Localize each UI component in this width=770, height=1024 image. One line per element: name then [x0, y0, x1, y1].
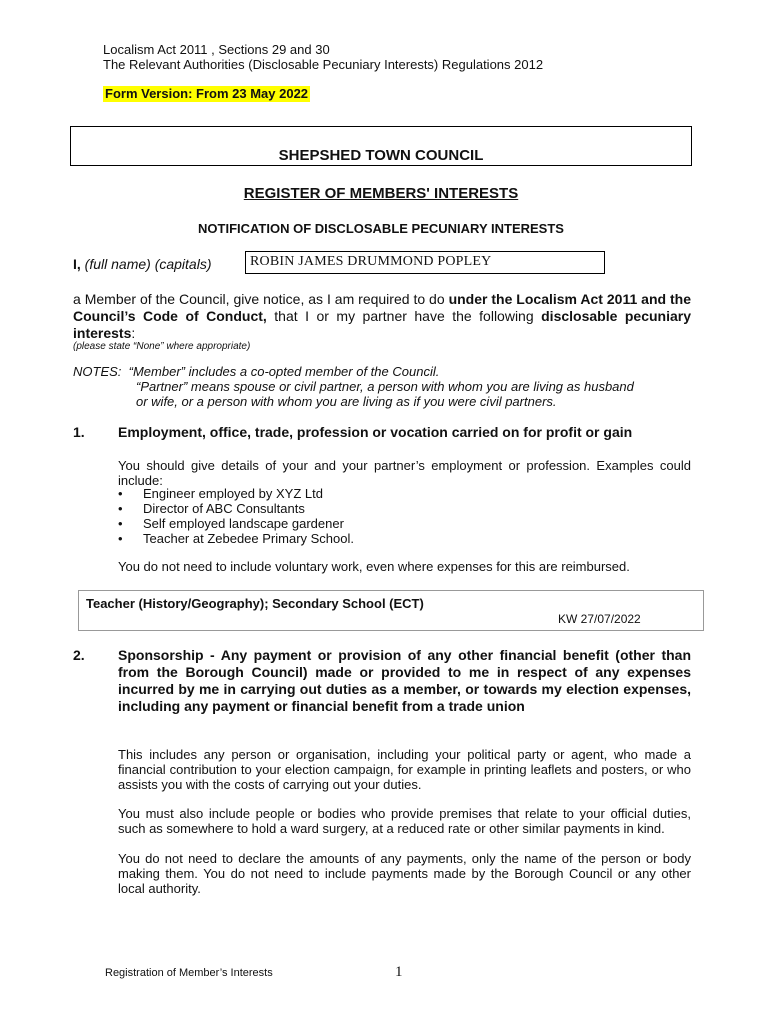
list-item: • Director of ABC Consultants [118, 501, 678, 516]
register-title: REGISTER OF MEMBERS' INTERESTS [243, 185, 519, 202]
intro-text-2: that I or my partner have the following [266, 308, 542, 324]
notification-title: NOTIFICATION OF DISCLOSABLE PECUNIARY INTERESTS [198, 221, 564, 236]
full-name-label-prefix: I, [73, 256, 81, 272]
notes-block [73, 364, 634, 409]
section-1-number: 1. [73, 424, 85, 440]
section-2-title: Sponsorship - Any payment or provision of any other financial benefit (other than from the Borough Council) made or provided to me in respect of any expenses incurred by me in carrying out duties as a member, or towards my election expenses, including any payment or financial benefit from a trade union [118, 647, 691, 714]
full-name-value: ROBIN JAMES DRUMMOND POPLEY [250, 254, 492, 269]
notes-partner: “Partner” means spouse or civil partner, a person with whom you are living as husband [136, 379, 634, 394]
section-2-para-1: This includes any person or organisation, including your political party or agent, who made a financial contribution to your election campaign, for example in printing leaflets and posters, or who assists you with the costs of carrying out your duties. [118, 747, 691, 792]
section-1-title: Employment, office, trade, profession or vocation carried on for profit or gain [118, 424, 633, 440]
list-item: • Engineer employed by XYZ Ltd [118, 486, 678, 501]
full-name-label [73, 256, 212, 272]
intro-text-1: a Member of the Council, give notice, as I am required to do [73, 291, 449, 307]
section-2-number: 2. [73, 647, 85, 663]
list-item: • Teacher at Zebedee Primary School. [118, 531, 678, 546]
header-act-line: Localism Act 2011 , Sections 29 and 30 [103, 42, 330, 57]
full-name-label-hint: (full name) (capitals) [84, 256, 212, 272]
footer-label: Registration of Member’s Interests [105, 967, 273, 979]
section-1-examples [118, 486, 678, 546]
notes-partner-cont: or wife, or a person with whom you are living as if you were civil partners. [136, 394, 557, 409]
form-version: Form Version: From 23 May 2022 [105, 86, 309, 101]
section-1-intro: You should give details of your and your partner’s employment or profession. Examples could include: [118, 458, 691, 488]
notes-label: NOTES: [73, 364, 122, 379]
intro-note: (please state “None” where appropriate) [73, 341, 251, 352]
section-1-answer: Teacher (History/Geography); Secondary School (ECT) [86, 596, 424, 611]
intro-text-legal: under the Localism Act 2011 and the Council’s Code of Conduct, [73, 291, 691, 324]
notes-member: “Member” includes a co-opted member of the Council. [128, 364, 440, 379]
header-regulations-line: The Relevant Authorities (Disclosable Pecuniary Interests) Regulations 2012 [103, 57, 544, 72]
section-1-voluntary-note: You do not need to include voluntary work, even where expenses for this are reimbursed. [118, 559, 630, 574]
intro-text-dpi: disclosable pecuniary interests [73, 308, 691, 341]
list-item: • Self employed landscape gardener [118, 516, 678, 531]
council-title: SHEPSHED TOWN COUNCIL [278, 147, 484, 164]
intro-text-3: : [131, 325, 136, 341]
section-2-para-3: You do not need to declare the amounts of any payments, only the name of the person or body making them. You do not need to include payments made by the Borough Council or any other local authority. [118, 851, 691, 896]
intro-paragraph [73, 291, 691, 342]
section-1-answer-initials: KW 27/07/2022 [558, 612, 641, 626]
page-number: 1 [395, 964, 403, 980]
section-2-para-2: You must also include people or bodies who provide premises that relate to your official duties, such as somewhere to hold a ward surgery, at a reduced rate or other similar payments in kind. [118, 806, 691, 836]
